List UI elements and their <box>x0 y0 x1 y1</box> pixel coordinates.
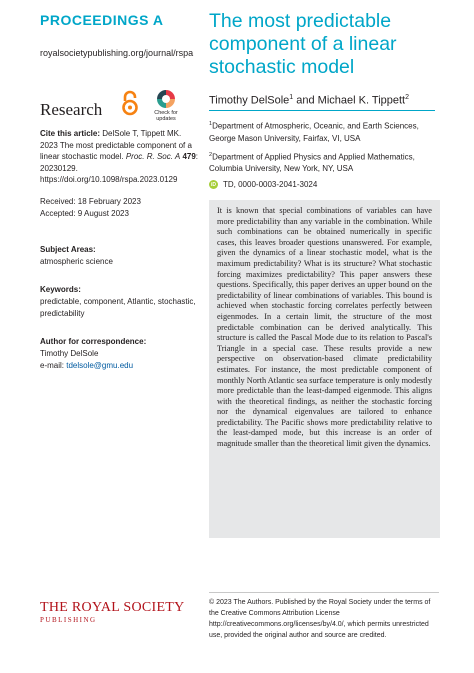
check-for-updates-line2: updates <box>156 116 176 122</box>
title-divider <box>209 110 435 111</box>
check-for-updates-badge[interactable] <box>152 90 180 122</box>
affil-2-marker: 2 <box>209 151 213 158</box>
orcid-icon: iD <box>211 181 216 188</box>
author-list <box>209 94 459 107</box>
cite-volume: 479 <box>180 152 196 162</box>
accepted-date: Accepted: 9 August 2023 <box>40 209 129 218</box>
royal-society-logo <box>40 600 185 624</box>
email-link[interactable]: tdelsole@gmu.edu <box>66 361 134 370</box>
received-date: Received: 18 February 2023 <box>40 197 141 206</box>
correspondence-heading: Author for correspondence: <box>40 337 147 346</box>
affiliation-2: Department of Applied Physics and Applied Mathematics, Columbia University, New York, NY, USA <box>209 152 415 174</box>
logo-sub-text: PUBLISHING <box>40 616 97 624</box>
keywords-heading: Keywords: <box>40 285 81 294</box>
section-label: Research <box>40 100 103 119</box>
dates-block <box>40 196 200 220</box>
orcid-line[interactable] <box>209 180 317 189</box>
license-notice: © 2023 The Authors. Published by the Royal Society under the terms of the Creative Commons Attribution License http://creativecommons.org/licenses/by/4.0/, which permits unrestricted use, provided the original author and source are credited. <box>209 592 439 641</box>
cite-doi[interactable]: : 20230129. https://doi.org/10.1098/rspa.2023.0129 <box>40 152 199 185</box>
affil-1-marker: 1 <box>209 121 213 127</box>
affiliation-1: Department of Atmospheric, Oceanic, and Earth Sciences, George Mason University, Fairfax, VI, USA <box>209 121 419 143</box>
article-title: The most predictable component of a linear stochastic model <box>209 10 397 78</box>
abstract-box <box>209 200 440 538</box>
author-separator: and <box>293 94 318 107</box>
author-2: Michael K. Tippett <box>317 94 406 107</box>
logo-main-text: THE ROYAL SOCIETY <box>40 600 185 615</box>
orcid-id[interactable]: TD, 0000-0003-2041-3024 <box>223 180 318 189</box>
abstract-text: It is known that special combinations of variables can have more predictability than any variable in the combination. While such combinations can be obtained numerically in specific cases, this leaves broader questions unanswered. For example, given the dynamics of a linear stochastic model, what is the maximum predictability? What is its structure? What stochastic forcing maximizes predictability? This paper answers these questions. Specifically, this paper derives an upper bound on the predictability of linear combinations of variables. This bound is achieved when stochastic forcing correlates perfectly between eigenmodes. In a certain limit, the structure of the most predictable combination can be derived analytically. This structure is called the Pascal Mode due to its relation to Pascal's Triangle in a special case. These results provide a new perspective on observation-based climate predictability estimates. For instance, the most predictable component of monthly North Atlantic sea surface temperature is only modestly more predictable than the least-damped eigenmode. This aligns with the theoretical findings, as neither the stochastic forcing nor the dynamical eigenvalues are tailored to enhance predictability. The Pacific shows more predictability relative to the least-damped mode, but this increase is an order of magnitude smaller than the theoretical limit given the dynamics. <box>217 206 432 449</box>
affiliations <box>209 118 439 175</box>
author-1-affil: 1 <box>289 94 294 101</box>
keywords-list: predictable, component, Atlantic, stochastic, predictability <box>40 297 196 318</box>
email-label: e-mail: <box>40 361 67 370</box>
open-access-icon <box>120 90 140 116</box>
author-1: Timothy DelSole <box>209 94 290 107</box>
subject-block <box>40 244 200 268</box>
subject-areas: atmospheric science <box>40 257 113 266</box>
cite-label: Cite this article: <box>40 129 101 138</box>
cite-journal: Proc. R. Soc. A <box>125 152 181 162</box>
citation-block <box>40 128 200 186</box>
subject-heading: Subject Areas: <box>40 245 96 254</box>
correspondence-block <box>40 336 200 372</box>
check-for-updates-icon <box>157 90 175 108</box>
journal-url[interactable]: royalsocietypublishing.org/journal/rspa <box>40 48 194 58</box>
journal-name: PROCEEDINGS A <box>40 12 164 28</box>
author-2-affil: 2 <box>405 94 410 101</box>
check-for-updates-line1: Check for <box>154 110 178 116</box>
correspondence-name: Timothy DelSole <box>40 349 99 358</box>
keywords-block <box>40 284 200 320</box>
cite-text: DelSole T, Tippett MK. 2023 The most predictable component of a linear stochastic model. <box>40 129 192 162</box>
